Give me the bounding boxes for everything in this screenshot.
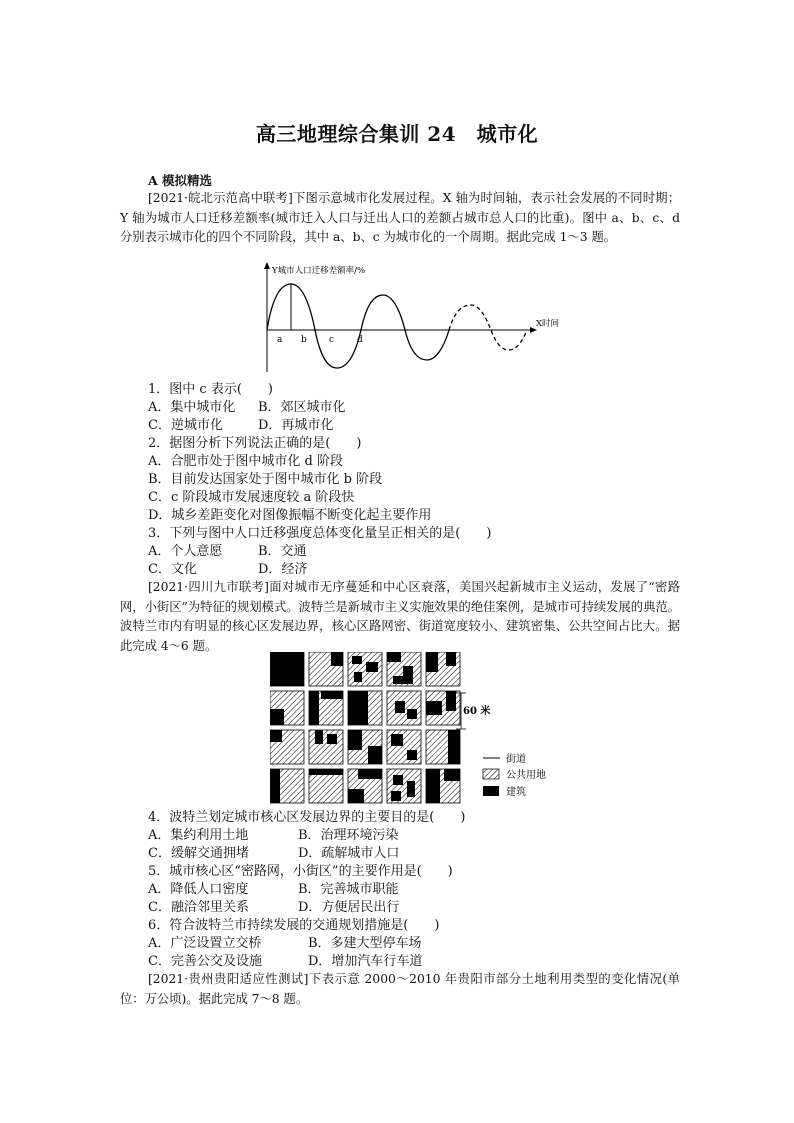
q1-option-c: C．逆城市化 [148, 418, 223, 433]
building [391, 734, 403, 746]
building [426, 701, 442, 715]
building [358, 769, 382, 779]
q6-option-a: A．广泛设置立交桥 [148, 936, 262, 951]
building [366, 662, 378, 672]
city-block [309, 730, 343, 764]
building [321, 691, 343, 699]
q1-option-b: B．郊区城市化 [258, 400, 346, 415]
building [309, 691, 319, 725]
building [309, 769, 343, 775]
q6-option-c: C．完善公交及设施 [148, 954, 262, 969]
legend-public-label: 公共用地 [506, 770, 546, 781]
building [348, 730, 362, 750]
question-1-options-row-1 [148, 398, 346, 417]
question-5-options-row-1 [148, 880, 399, 899]
question-4-options-row-1 [148, 826, 399, 845]
q1-option-d: D．再城市化 [258, 418, 334, 433]
legend-public-swatch [483, 769, 499, 779]
wave-dashed [449, 305, 527, 350]
building [348, 691, 368, 725]
building [327, 734, 337, 744]
passage-2-text: 面对城市无序蔓延和中心区衰落，美国兴起新城市主义运动，发展了“密路网，小街区”为特征的规划模式。波特兰是新城市主义实施效果的绝佳案例，是城市可持续发展的典范。波特兰市内有明显的核心区发展边界，核心区路网密、街道宽度较小、建筑密集、公共空间占比大。据此完成 4～6 题。 [120, 580, 680, 653]
building [407, 750, 417, 760]
building [444, 769, 460, 781]
building [426, 769, 440, 803]
q4-option-c: C．缓解交通拥堵 [148, 846, 249, 861]
building [352, 656, 362, 664]
building [368, 746, 382, 764]
passage-3-source: [2021·贵州贵阳适应性测试] [148, 972, 309, 986]
passage-1-text: 下图示意城市化发展过程。X 轴为时间轴，表示社会发展的不同时期；Y 轴为城市人口迁移差额率(城市迁入人口与迁出人口的差额占城市总人口的比重)。图中 a、b、c、d 分别表示城市化的四个不同阶段，其中 a、b、c 为城市化的一个周期。据此完成 1～3 题。 [120, 191, 680, 244]
q3-option-c: C．文化 [148, 562, 197, 577]
q4-option-b: B．治理环境污染 [298, 828, 399, 843]
legend-building-label: 建筑 [506, 787, 526, 798]
stage-label-b: b [301, 335, 307, 345]
q4-option-a: A．集约利用土地 [148, 828, 249, 843]
y-axis-label: Y城市人口迁移差额率/% [272, 266, 366, 276]
passage-1 [120, 189, 680, 248]
legend-building-swatch [483, 786, 499, 796]
q1-option-a: A．集中城市化 [148, 400, 236, 415]
passage-2-source: [2021·四川九市联考] [148, 580, 269, 594]
building [270, 769, 280, 803]
stage-label-d: d [357, 335, 363, 345]
legend-street-label: 街道 [506, 754, 526, 765]
building [391, 791, 401, 801]
question-3-options-row-1 [148, 542, 307, 561]
question-1-options-row-2 [148, 416, 333, 435]
stage-label-c: c [329, 335, 335, 345]
building [393, 676, 413, 684]
passage-2 [120, 578, 680, 656]
question-3-stem: 3．下列与图中人口迁移强度总体变化量呈正相关的是( ) [148, 526, 492, 541]
question-3-options-row-2 [148, 560, 307, 579]
question-5-options-row-2 [148, 898, 399, 917]
question-4-options-row-2 [148, 844, 399, 863]
page-title: 高三地理综合集训 24 城市化 [255, 122, 539, 146]
portland-block-figure [270, 652, 560, 804]
building [331, 652, 343, 666]
building [387, 652, 401, 662]
block-grid [270, 652, 460, 803]
building [395, 701, 405, 713]
building [270, 730, 282, 742]
building [403, 666, 413, 676]
q2-option-d: D．城乡差距变化对图像振幅不断变化起主要作用 [148, 508, 432, 523]
section-heading: A 模拟精选 [148, 173, 213, 188]
question-6-options-row-2 [148, 952, 422, 971]
q5-option-a: A．降低人口密度 [148, 882, 249, 897]
building [393, 775, 403, 785]
building [315, 730, 323, 744]
dimension-label: 60 米 [463, 706, 491, 717]
wave-solid [267, 284, 449, 368]
building [407, 781, 415, 797]
q2-option-c: C．c 阶段城市发展速度较 a 阶段快 [148, 490, 355, 505]
q6-option-d: D．增加汽车行车道 [308, 954, 423, 969]
question-1-stem: 1．图中 c 表示( ) [148, 382, 273, 397]
passage-3 [120, 970, 680, 1009]
building [407, 709, 417, 719]
q2-option-a: A．合肥市处于图中城市化 d 阶段 [148, 454, 343, 469]
building [348, 789, 364, 803]
building [446, 691, 456, 711]
question-4-stem: 4．波特兰划定城市核心区发展边界的主要目的是( ) [148, 810, 466, 825]
passage-3-text: 下表示意 2000～2010 年贵阳市部分土地利用类型的变化情况(单位：万公顷)。据此完成 7～8 题。 [120, 972, 680, 1006]
building [426, 652, 438, 672]
q5-option-b: B．完善城市职能 [298, 882, 399, 897]
building [448, 730, 460, 764]
q5-option-d: D．方便居民出行 [298, 900, 400, 915]
q2-option-b: B．目前发达国家处于图中城市化 b 阶段 [148, 472, 383, 487]
q3-option-a: A．个人意愿 [148, 544, 223, 559]
question-5-stem: 5．城市核心区“密路网，小街区”的主要作用是( ) [148, 864, 453, 879]
q5-option-c: C．融洽邻里关系 [148, 900, 249, 915]
building [354, 672, 362, 682]
q3-option-b: B．交通 [258, 544, 307, 559]
urbanization-wave-figure [255, 260, 575, 380]
q3-option-d: D．经济 [258, 562, 308, 577]
question-6-stem: 6．符合波特兰市持续发展的交通规划措施是( ) [148, 918, 440, 933]
y-axis-arrow [264, 262, 270, 269]
stage-label-a: a [277, 335, 283, 345]
building [446, 652, 456, 666]
q4-option-d: D．疏解城市人口 [298, 846, 400, 861]
building [270, 709, 284, 725]
x-axis-label: X时间 [536, 319, 560, 329]
q6-option-b: B．多建大型停车场 [308, 936, 422, 951]
question-6-options-row-1 [148, 934, 422, 953]
question-2-stem: 2．据图分析下列说法正确的是( ) [148, 436, 362, 451]
passage-1-source: [2021·皖北示范高中联考] [148, 191, 293, 205]
building [270, 652, 304, 686]
